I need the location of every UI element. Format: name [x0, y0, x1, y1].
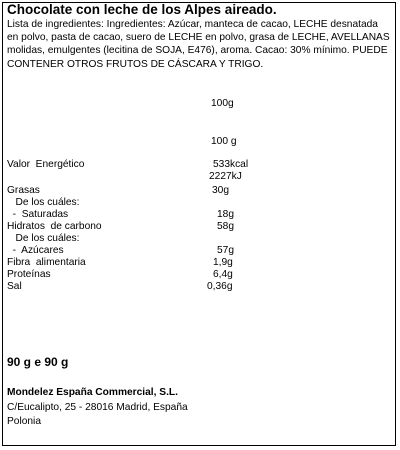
nutrition-row-value: 18g	[217, 209, 234, 220]
nutrition-header-1: 100g	[211, 98, 234, 109]
manufacturer-name: Mondelez España Commercial, S.L.	[7, 387, 178, 398]
nutrition-row-value: 30g	[212, 185, 229, 196]
nutrition-row-label: De los cuáles:	[7, 233, 80, 244]
nutrition-row-label: - Azúcares	[7, 245, 64, 256]
nutrition-row-value: 533kcal	[213, 159, 249, 170]
nutrition-row-label: De los cuáles:	[7, 197, 80, 208]
nutrition-row-label: Proteínas	[7, 269, 51, 280]
nutrition-row-label: Fibra alimentaria	[7, 257, 86, 268]
nutrition-row-value: 2227kJ	[209, 171, 242, 182]
manufacturer-address: C/Eucalipto, 25 - 28016 Madrid, España	[7, 402, 188, 413]
net-weight: 90 g e 90 g	[7, 355, 69, 369]
nutrition-row-label: Hidratos de carbono	[7, 221, 102, 232]
nutrition-row-value: 1,9g	[213, 257, 233, 268]
nutrition-row-value: 6,4g	[213, 269, 233, 280]
ingredients-text: Lista de ingredientes: Ingredientes: Azúcar, manteca de cacao, LECHE desnatada en polvo, pasta de cacao, suero de LECHE en polvo, grasa de LECHE, AVELLANAS molidas, emulgentes (lecitina de SOJA, E476), aroma. Cacao: 30% mínimo. PUEDE CONTENER OTROS FRUTOS DE CÁSCARA Y TRIGO.	[7, 19, 390, 70]
manufacturer-country: Polonia	[7, 416, 41, 427]
nutrition-row-label: Sal	[7, 281, 22, 292]
nutrition-row-label: Valor Energético	[7, 159, 85, 170]
nutrition-header-2: 100 g	[211, 136, 237, 147]
nutrition-row-value: 0,36g	[207, 281, 233, 292]
nutrition-row-value: 58g	[217, 221, 234, 232]
product-title: Chocolate con leche de los Alpes aireado.	[7, 2, 277, 17]
nutrition-row-label: - Saturadas	[7, 209, 69, 220]
nutrition-row-label: Grasas	[7, 185, 40, 196]
nutrition-row-value: 57g	[217, 245, 234, 256]
